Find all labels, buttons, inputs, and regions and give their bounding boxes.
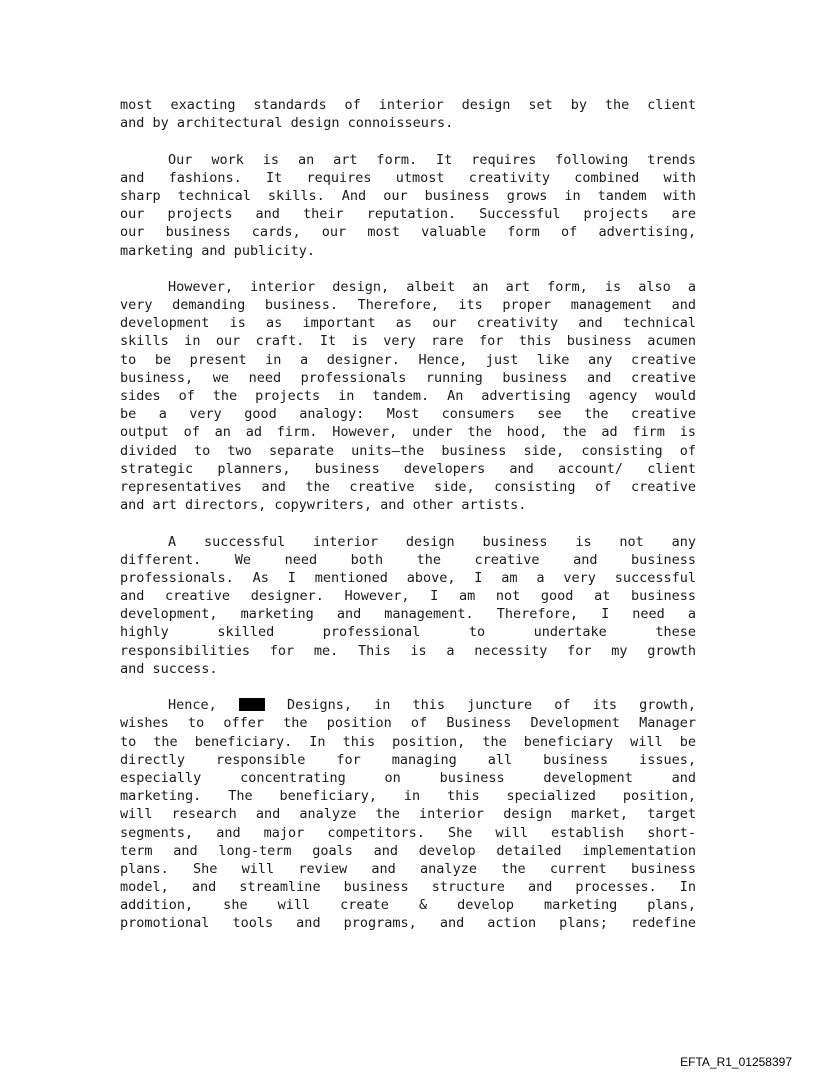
text-line: development is as important as our creativity and technical: [120, 315, 696, 332]
text-line: responsibilities for me. This is a necessity for my growth: [120, 642, 696, 659]
text-line: different. We need both the creative and business: [120, 551, 696, 568]
text-line: plans. She will review and analyze the current business: [120, 860, 696, 877]
text-line: business, we need professionals running business and creative: [120, 369, 696, 386]
document-body: [120, 96, 696, 933]
text-line: promotional tools and programs, and action plans; redefine: [120, 915, 696, 932]
text-line: our projects and their reputation. Successful projects are: [120, 206, 696, 223]
text-line: highly skilled professional to undertake these: [120, 624, 696, 641]
text-line: output of an ad firm. However, under the hood, the ad firm is: [120, 424, 696, 441]
text-line: model, and streamline business structure and processes. In: [120, 879, 696, 896]
text-line: skills in our craft. It is very rare for this business acumen: [120, 333, 696, 350]
text-line: sides of the projects in tandem. An advertising agency would: [120, 388, 696, 404]
text-line: to be present in a designer. Hence, just like any creative: [120, 351, 696, 368]
document-id-stamp: EFTA_R1_01258397: [680, 1055, 792, 1069]
text-line: term and long-term goals and develop detailed implementation: [120, 842, 696, 859]
paragraph-5: [120, 696, 696, 932]
text-line: strategic planners, business developers and account/ client: [120, 460, 696, 477]
text-line: sharp technical skills. And our business grows in tandem with: [120, 187, 696, 204]
text-line: marketing. The beneficiary, in this specialized position,: [120, 788, 696, 805]
text-line: and creative designer. However, I am not good at business: [120, 588, 696, 605]
text-line: wishes to offer the position of Business Development Manager: [120, 715, 696, 732]
text-line: However, interior design, albeit an art form, is also a: [168, 278, 696, 295]
paragraph-2: [120, 151, 696, 260]
paragraph-4: [120, 533, 696, 679]
text-line: and fashions. It requires utmost creativity combined with: [120, 169, 696, 186]
text-line: divided to two separate units—the business side, consisting of: [120, 442, 696, 459]
text-line: segments, and major competitors. She will establish short-: [120, 824, 696, 841]
text-line: A successful interior design business is not any: [168, 533, 696, 550]
redaction-box: [239, 698, 265, 711]
text-line: addition, she will create & develop marketing plans,: [120, 897, 696, 914]
text-line: Our work is an art form. It requires following trends: [168, 151, 696, 168]
text-before-redaction: Hence,: [168, 697, 217, 714]
text-line: and success.: [120, 660, 218, 677]
text-line: will research and analyze the interior design market, target: [120, 806, 696, 823]
text-line: to the beneficiary. In this position, the beneficiary will be: [120, 733, 696, 750]
text-line: development, marketing and management. Therefore, I need a: [120, 606, 696, 623]
text-line: [120, 696, 696, 714]
text-line: professionals. As I mentioned above, I am a very successful: [120, 569, 696, 586]
text-line: directly responsible for managing all business issues,: [120, 751, 696, 768]
text-line: marketing and publicity.: [120, 242, 316, 259]
text-line: our business cards, our most valuable form of advertising,: [120, 224, 696, 241]
text-line: and by architectural design connoisseurs.: [120, 115, 454, 132]
text-line: representatives and the creative side, consisting of creative: [120, 478, 696, 495]
text-line: most exacting standards of interior design set by the client: [120, 97, 696, 113]
text-line: very demanding business. Therefore, its proper management and: [120, 297, 696, 314]
text-line: and art directors, copywriters, and other artists.: [120, 497, 527, 514]
text-after-redaction: Designs, in this juncture of its growth,: [287, 697, 696, 714]
text-line: especially concentrating on business development and: [120, 769, 696, 786]
paragraph-1: [120, 96, 696, 132]
text-line: be a very good analogy: Most consumers see the creative: [120, 406, 696, 423]
paragraph-3: [120, 278, 696, 514]
